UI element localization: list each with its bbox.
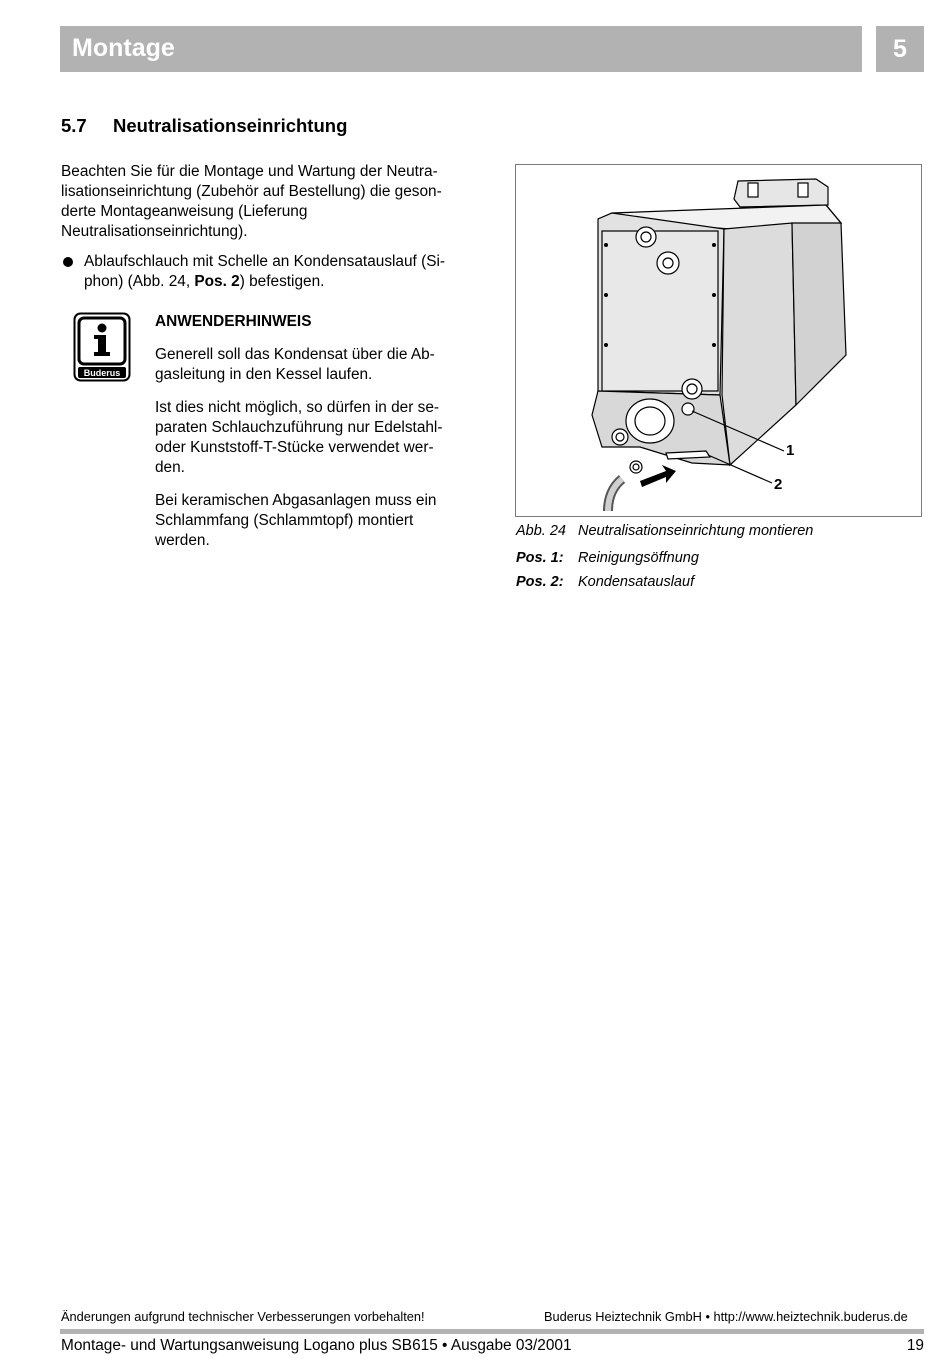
notice-line: Bei keramischen Abgasanlagen muss ein — [155, 492, 437, 509]
footer-rule — [60, 1329, 924, 1334]
intro-paragraph — [61, 162, 481, 242]
footer-company: Buderus Heiztechnik GmbH • http://www.heiztechnik.buderus.de — [544, 1309, 908, 1324]
notice-paragraph — [155, 491, 475, 551]
boiler-illustration — [516, 165, 921, 516]
intro-line: derte Montageanweisung (Lieferung — [61, 203, 308, 220]
intro-line: Neutralisationseinrichtung). — [61, 223, 248, 240]
info-icon — [73, 312, 131, 382]
bullet-text-part: phon) (Abb. 24, — [84, 273, 195, 290]
intro-line: Beachten Sie für die Montage und Wartung der Neutra- — [61, 163, 438, 180]
bullet-dot — [63, 257, 73, 267]
legend-pos-2 — [516, 573, 694, 591]
bullet-line — [84, 272, 480, 292]
section-title — [61, 114, 347, 138]
bullet-bold-ref: Pos. 2 — [194, 273, 240, 290]
notice-line: paraten Schlauchzuführung nur Edelstahl- — [155, 419, 443, 436]
caption-label: Abb. 24 — [516, 523, 566, 539]
legend-text: Kondensatauslauf — [578, 574, 695, 590]
notice-heading: ANWENDERHINWEIS — [155, 313, 312, 330]
notice-line: gasleitung in den Kessel laufen. — [155, 366, 373, 383]
notice-paragraph — [155, 345, 475, 385]
footer-note: Änderungen aufgrund technischer Verbesserungen vorbehalten! — [61, 1309, 425, 1324]
callout-1: 1 — [786, 442, 795, 459]
footer-manual-title: Montage- und Wartungsanweisung Logano plus SB615 • Ausgabe 03/2001 — [61, 1337, 572, 1354]
legend-pos-1 — [516, 549, 699, 567]
figure-caption — [516, 522, 813, 540]
bullet-item — [84, 252, 480, 292]
figure-frame — [515, 164, 922, 517]
caption-text: Neutralisationseinrichtung montieren — [578, 523, 814, 539]
header-bar — [60, 26, 862, 72]
arrow-icon — [640, 465, 676, 487]
notice-paragraph — [155, 398, 475, 478]
legend-label: Pos. 1: — [516, 550, 564, 566]
notice-line: Ist dies nicht möglich, so dürfen in der se- — [155, 399, 440, 416]
intro-line: lisationseinrichtung (Zubehör auf Bestellung) die geson- — [61, 183, 442, 200]
bullet-text-part: ) befestigen. — [239, 273, 325, 290]
notice-line: den. — [155, 459, 185, 476]
section-number: 5.7 — [61, 115, 87, 136]
bullet-line: Ablaufschlauch mit Schelle an Kondensatauslauf (Si- — [84, 253, 446, 270]
buderus-logo-text: Buderus — [83, 368, 121, 378]
page-number: 19 — [906, 1337, 924, 1354]
header-title: Montage — [72, 34, 175, 62]
legend-label: Pos. 2: — [516, 574, 564, 590]
callout-2: 2 — [774, 476, 783, 493]
section-heading: Neutralisationseinrichtung — [113, 115, 348, 136]
notice-line: Schlammfang (Schlammtopf) montiert — [155, 512, 414, 529]
chapter-number: 5 — [876, 26, 924, 72]
notice-line: Generell soll das Kondensat über die Ab- — [155, 346, 435, 363]
notice-line: werden. — [155, 532, 210, 549]
legend-text: Reinigungsöffnung — [578, 550, 699, 566]
notice-line: oder Kunststoff-T-Stücke verwendet wer- — [155, 439, 434, 456]
